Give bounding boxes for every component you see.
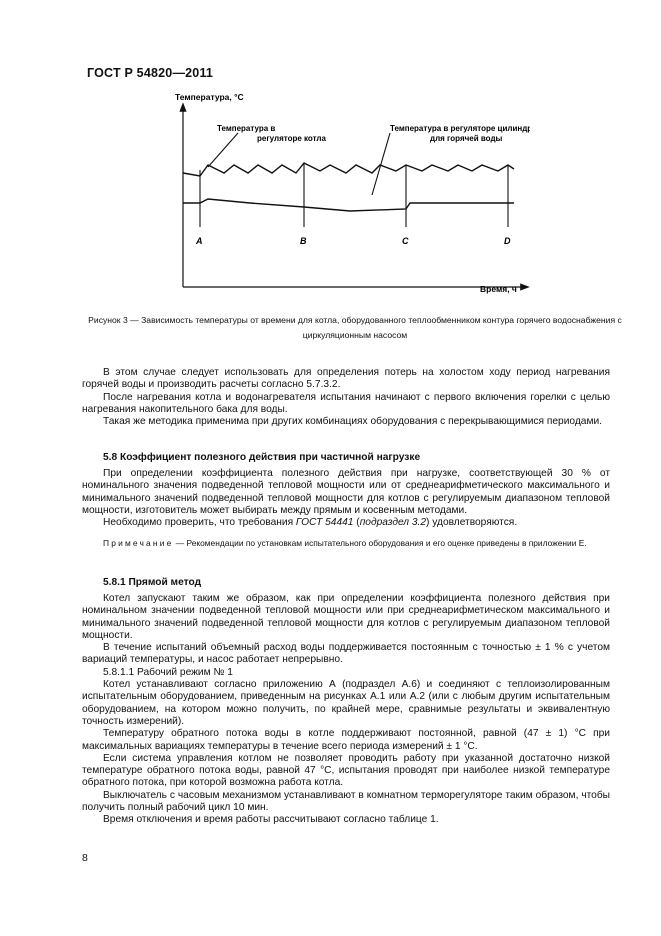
body-block-1 — [82, 367, 610, 428]
paragraph: Котел устанавливают согласно приложению А (подраздел А.6) и соединяют с теплоизолированным испытательным оборудованием, приведенным на рисунках А.1 или А.2 (или с любым другим испытательным оборудованием, на котором можно получить, по крайней мере, сравнимые результаты и эквивалентную точность измерений). — [82, 679, 610, 727]
chart-svg — [150, 85, 530, 300]
marker-label-c: C — [402, 236, 409, 246]
paragraph: Время отключения и время работы рассчитывают согласно таблице 1. — [103, 814, 439, 826]
section-5-8-1 — [82, 577, 610, 589]
section-heading: 5.8 Коэффициент полезного действия при частичной нагрузке — [103, 452, 421, 463]
section-5-8 — [82, 452, 610, 464]
paragraph: Котел запускают таким же образом, как при определении коэффициента полезного действия при номинальном значении подведенной тепловой мощности или при среднеарифметическом максимального и минимального значений подведенной тепловой мощности для котлов с регулируемым диапазоном тепловой мощности. — [82, 593, 610, 641]
note — [82, 537, 610, 549]
marker-label-d: D — [504, 236, 511, 246]
figure-caption: Рисунок 3 — Зависимость температуры от времени для котла, оборудованного теплообменником контура горячего водоснабжения с циркуляционным насосом — [88, 315, 622, 340]
body-block-3 — [82, 593, 610, 827]
standard-reference: ГОСТ 54441 — [295, 517, 354, 529]
note-label: Примечание — [103, 538, 174, 548]
note-paragraph: Примечание — Рекомендации по установкам испытательного оборудования и его оценке приведены в приложении Е. — [103, 538, 587, 548]
subsection-reference: подраздел 3.2 — [359, 517, 427, 529]
x-axis-label: Время, ч — [480, 284, 517, 294]
marker-label-b: B — [300, 236, 307, 246]
paragraph: Такая же методика применима при других комбинациях оборудования с перекрывающимися периодами. — [103, 416, 602, 428]
series-cylinder-temperature — [183, 199, 514, 211]
figure-temperature-chart — [150, 85, 530, 305]
paragraph: В этом случае следует использовать для определения потерь на холостом ходу период нагревания горячей воды и производить расчеты согласно 5.7.3.2. — [82, 367, 610, 391]
document-header: ГОСТ Р 54820—2011 — [87, 66, 214, 80]
paragraph: В течение испытаний объемный расход воды поддерживается постоянным с точностью ± 1 % с учетом вариаций температуры, и насос работает непрерывно. — [82, 642, 610, 666]
paragraph: При определении коэффициента полезного действия при нагрузке, соответствующей 30 % от номинального значения подведенной тепловой мощности или от среднеарифметического максимального и минимального значений подведенной тепловой мощности для котлов с регулируемым диапазоном тепловой мощности, изготовитель может выбирать между прямым и косвенным методами. — [82, 468, 610, 516]
paragraph: Выключатель с часовым механизмом устанавливают в комнатном терморегуляторе таким образом, чтобы получить полный рабочий цикл 10 мин. — [82, 789, 610, 814]
body-block-2 — [82, 468, 610, 529]
paragraph: 5.8.1.1 Рабочий режим № 1 — [103, 666, 233, 678]
paragraph-requirements: Необходимо проверить, что требования ГОСТ 54441 (подраздел 3.2) удовлетворяются. — [103, 517, 518, 529]
leader-boiler — [208, 133, 238, 167]
label-cylinder: Температура в регуляторе цилиндра для горячей воды — [390, 124, 530, 143]
marker-label-a: A — [196, 236, 203, 246]
y-axis-label: Температура, °С — [175, 92, 244, 102]
paragraph: Температуру обратного потока воды в котле поддерживают постоянной, равной (47 ± 1) °С при максимальных вариациях температуры в течение всего периода измерений ± 1 °С. — [82, 728, 610, 752]
leader-cylinder — [372, 133, 390, 195]
label-boiler: Температура в регуляторе котла — [217, 124, 326, 143]
paragraph: Если система управления котлом не позволяет проводить работу при указанной достаточно низкой температуре обратного потока воды, равной 47 °С, испытания проводят при наиболее низкой температуре обратного потока, при которой возможна работа котла. — [82, 752, 610, 789]
page-number: 8 — [82, 852, 88, 864]
section-heading: 5.8.1 Прямой метод — [103, 577, 202, 588]
series-boiler-temperature — [183, 163, 514, 176]
paragraph: После нагревания котла и водонагревателя испытания начинают с первого включения горелки с целью нагревания накопительного бака для воды. — [82, 391, 610, 415]
